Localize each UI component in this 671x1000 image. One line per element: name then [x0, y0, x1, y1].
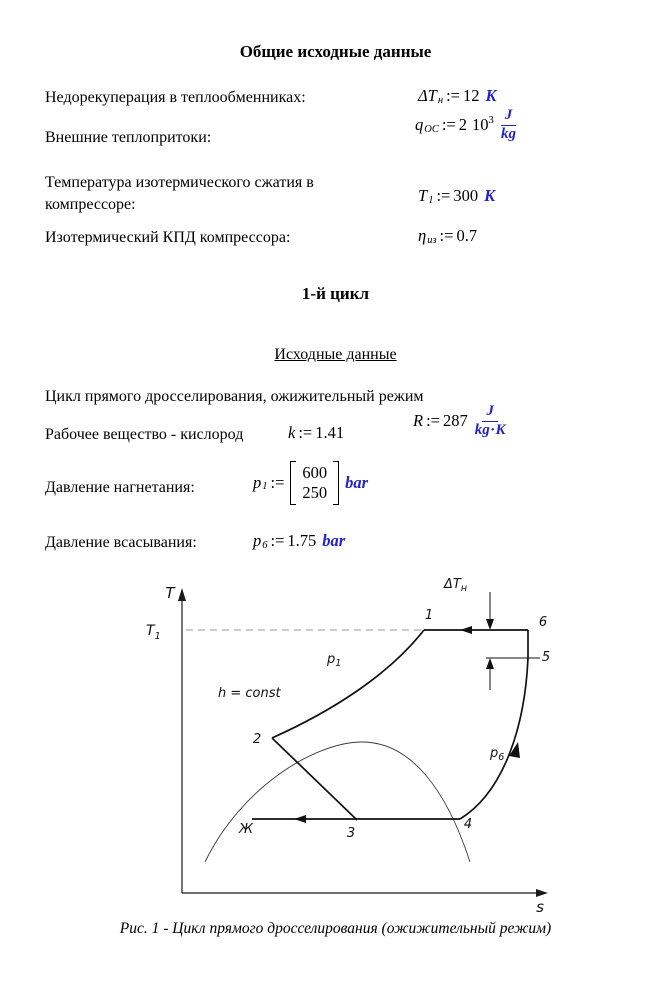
- var-t1: T: [418, 186, 428, 205]
- unit-kelvin: K: [485, 86, 497, 105]
- section-title-cycle1: 1-й цикл: [301, 284, 370, 303]
- t1-level-label: $T_1$: [146, 623, 161, 642]
- t-axis-arrow-icon: [178, 588, 186, 601]
- formula-underrecuperation[interactable]: [418, 86, 497, 106]
- point-6-label: 6: [538, 615, 548, 630]
- label-external-heat: Внешние теплопритоки:: [45, 129, 212, 146]
- subsection-title-inputs: Исходные данные: [274, 346, 397, 363]
- point-4-label: 4: [463, 817, 473, 832]
- dt-dim-arrow-down-icon: [486, 619, 494, 630]
- unit-bar: bar: [345, 472, 369, 492]
- unit-kelvin: K: [495, 421, 506, 438]
- var-p6: p: [253, 531, 262, 550]
- label-compression-temp: Температура изотермического сжатия в компрессоре:: [45, 174, 314, 213]
- unit-joule: J: [482, 404, 498, 422]
- var-qoc: q: [415, 115, 424, 135]
- pow-exp: 3: [488, 115, 494, 127]
- label-suction-pressure: Давление всасывания:: [45, 534, 197, 551]
- point-2-label: 2: [252, 732, 262, 747]
- s-axis-label: s: [536, 898, 544, 916]
- delta-t-label: $\Delta T_н$: [444, 577, 468, 594]
- formula-r[interactable]: [413, 404, 506, 439]
- assign-op: :=: [426, 411, 440, 431]
- var-r: R: [413, 411, 424, 431]
- value-eta: 0.7: [456, 226, 478, 245]
- t-axis-label: T: [165, 584, 175, 602]
- point-5-label: 5: [541, 650, 551, 665]
- unit-kg: kg: [500, 125, 516, 142]
- h-const-label: h = const: [218, 686, 281, 701]
- unit-joule: J: [501, 108, 517, 126]
- flow-arrow-6-1-icon: [460, 626, 472, 634]
- var-p1: p: [253, 472, 262, 492]
- value-t1: 300: [453, 186, 479, 205]
- value-dt: 12: [462, 86, 480, 105]
- var-qoc-sub: ОС: [424, 123, 439, 135]
- vector-value-1: 600: [302, 463, 328, 482]
- formula-external-heat[interactable]: [415, 108, 516, 143]
- label-isothermal-efficiency: Изотермический КПД компрессора:: [45, 229, 291, 246]
- dt-dim-arrow-up-icon: [486, 658, 494, 669]
- value-k: 1.41: [315, 423, 345, 442]
- point-3-label: 3: [346, 826, 356, 841]
- p1-curve-label: $p_1$: [327, 652, 342, 669]
- unit-kelvin: K: [484, 186, 496, 205]
- vector-bracket-right: [333, 461, 339, 505]
- formula-isothermal-efficiency[interactable]: [418, 226, 477, 246]
- label-working-fluid: Рабочее вещество - кислород: [45, 426, 244, 443]
- s-axis-arrow-icon: [536, 889, 548, 897]
- formula-p1[interactable]: [253, 461, 368, 505]
- var-p1-sub: 1: [262, 481, 268, 493]
- liquid-point-label: Ж: [238, 822, 254, 837]
- var-eta-sub: из: [427, 234, 437, 246]
- unit-kg: kg: [474, 421, 490, 438]
- label-underrecuperation: Недорекуперация в теплообменниках:: [45, 89, 306, 106]
- label-discharge-pressure: Давление нагнетания:: [45, 479, 195, 496]
- flow-arrow-3-zh-icon: [294, 815, 306, 823]
- multiply-dot: ·: [490, 421, 495, 438]
- assign-op: :=: [270, 531, 285, 550]
- vector-value-2: 250: [302, 482, 328, 502]
- p6-curve-label: $p_6$: [490, 746, 505, 763]
- formula-k[interactable]: [288, 423, 344, 443]
- assign-op: :=: [441, 115, 456, 135]
- formula-p6[interactable]: [253, 531, 345, 551]
- assign-op: :=: [436, 186, 451, 205]
- throttle-line-h-const: [272, 738, 357, 820]
- section-title-general: Общие исходные данные: [239, 42, 432, 61]
- unit-bar: bar: [322, 531, 346, 550]
- value-r: 287: [442, 411, 468, 431]
- assign-op: :=: [446, 86, 460, 105]
- pressure-vector: [290, 461, 339, 505]
- var-k: k: [288, 423, 296, 442]
- value-qoc: 2: [458, 115, 467, 135]
- formula-compression-temp[interactable]: [418, 186, 495, 206]
- var-eta: η: [418, 226, 427, 245]
- assign-op: :=: [270, 472, 285, 492]
- cycle-description: Цикл прямого дросселирования, ожижительный режим: [45, 388, 424, 405]
- assign-op: :=: [439, 226, 454, 245]
- var-p6-sub: 6: [262, 539, 268, 551]
- p1-isobar-curve: [272, 630, 424, 738]
- ts-diagram: [0, 560, 671, 920]
- var-t1-sub: 1: [428, 194, 434, 206]
- assign-op: :=: [298, 423, 313, 442]
- figure-caption: Рис. 1 - Цикл прямого дросселирования (ожижительный режим): [119, 920, 552, 937]
- point-1-label: 1: [424, 608, 434, 623]
- unit-fraction-j-per-kgk: [475, 404, 506, 439]
- var-dt: ΔT: [418, 86, 437, 105]
- p6-isobar-curve: [460, 658, 528, 819]
- value-p6: 1.75: [287, 531, 317, 550]
- unit-fraction-j-per-kg: [501, 108, 517, 143]
- var-dt-sub: н: [437, 94, 444, 106]
- pow-base: 10: [471, 115, 489, 135]
